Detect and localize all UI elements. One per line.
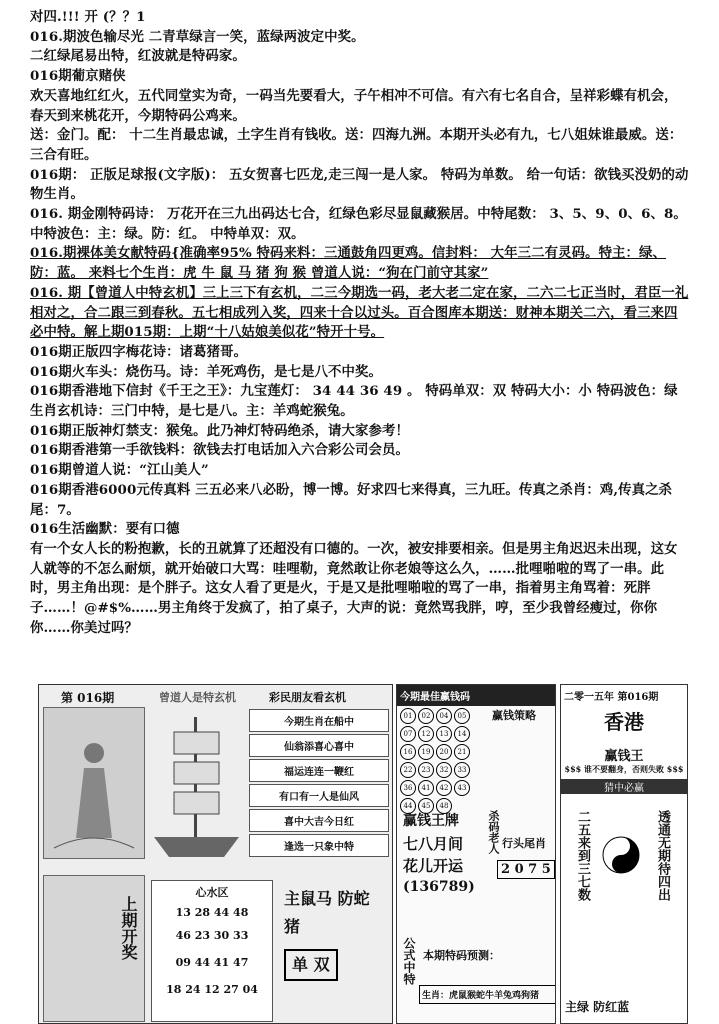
lottery-collage-image	[38, 684, 688, 1024]
mid-poem: 花儿开运	[403, 857, 464, 875]
painting-bottom	[43, 875, 145, 1022]
mid-king: 赢钱王牌	[403, 813, 459, 829]
ship-icon	[149, 707, 244, 872]
text-line: 016期香港6000元传真料 三五必来八必盼，博一博。好求四七来得真，三九旺。传真之杀肖：鸡,传真之杀尾：7。	[30, 481, 673, 518]
left-panel-title: 第 016期	[61, 691, 115, 705]
text-line: 016. 期金刚特码诗： 万花开在三九出码达七合，红绿色彩尽显鼠藏猴居。中特尾数： 3、5、9、0、6、8。 中特波色：主：绿。防：红。 中特单双：双。	[30, 206, 687, 242]
grid-number: 07	[400, 726, 416, 742]
grid-number: 23	[418, 762, 434, 778]
grid-number: 32	[436, 762, 452, 778]
text-line: 016期正版四字梅花诗：诸葛猪哥。	[30, 343, 248, 360]
mid-tail: 行头尾肖	[502, 837, 546, 850]
right-col1: 二五来到三七数	[575, 810, 590, 901]
grid-number: 21	[454, 744, 470, 760]
text-line: 016期正版神灯禁支：猴兔。此乃神灯特码绝杀，请大家参考！	[30, 422, 410, 439]
text-line: 有一个女人长的粉抱歉，长的丑就算了还超没有口德的。一次，被安排要相亲。但是男主角迟迟未出现，这女人就等的不怎么耐烦，就开始破口大骂：哇哩勒，竟然敢让你老娘等这么久，……批哩啪啦的骂了一串。此时，男主角出现：是个胖子。这女人看了更是火，于是又是批哩啪啦的骂了一串，指着男主角骂着：死胖子……！@#$%……男主角终于发疯了，拍了桌子，大声的说：竟然骂我胖，哼，至少我曾经瘦过，你你你……你美过吗？	[30, 540, 678, 636]
board-nums: 09 44 41 47	[175, 956, 249, 969]
grid-number: 45	[418, 798, 434, 814]
yinyang-icon	[601, 835, 641, 878]
left-bottom-label: 上期开奖	[119, 896, 138, 960]
grid-number: 13	[436, 726, 452, 742]
animal-tips	[284, 885, 384, 981]
number-grid	[399, 707, 487, 815]
grid-number: 14	[454, 726, 470, 742]
grid-number: 04	[436, 708, 452, 724]
text-line: 016期： 正版足球报(文字版)： 五女贺喜七匹龙,走三闯一是人家。 特码为单数。 给一句话：欲钱买没奶的动物生肖。	[30, 166, 689, 203]
text-line: 016期火车头：烧伤马。诗：羊死鸡伤，是七是八不中奖。	[30, 363, 383, 380]
middle-panel	[396, 684, 556, 1024]
left-panel	[38, 684, 393, 1024]
formula-title: 本期特码预测：	[423, 949, 500, 962]
left-panel-subtitle: 曾道人是特玄机	[159, 691, 236, 704]
mid-nums: (136789)	[403, 879, 475, 895]
grid-number: 36	[400, 780, 416, 796]
figure-icon	[44, 708, 144, 858]
board-nums: 13 28 44 48	[175, 906, 249, 919]
grid-number: 01	[400, 708, 416, 724]
text-line: 016.期裸体美女献特码{准确率95% 特码来料：三通鼓角四更鸡。信封料： 大年三二有灵码。特主：绿、防：蓝。 来料七个生肖：虎 牛 鼠 马 猪 狗 猴 曾道人说：“狗在门前守其家”	[30, 245, 667, 282]
right-slogan: 猜中必赢	[561, 779, 687, 794]
text-line: 016期曾道人说：“江山美人”	[30, 462, 209, 479]
grid-number: 20	[436, 744, 452, 760]
grid-number: 43	[454, 780, 470, 796]
right-bottom: 主绿 防红蓝	[565, 1000, 630, 1014]
text-line: 016. 期【曾道人中特玄机】三上三下有玄机，二三今期选一码，老大老二定在家，二六二七正当时，君臣一礼相对之，合二跟三到春秋。五七相成列入奖，四来十合以过头。百合图库本期送：财神本期关二六，看三来四必中特。解上期015期：上期“十八姑娘美似花”特开十号。	[30, 284, 689, 341]
right-money: $$$ 谁不要翻身，否则失败 $$$	[564, 764, 684, 774]
grid-number: 33	[454, 762, 470, 778]
board-title: 心水区	[195, 886, 229, 899]
grid-number: 05	[454, 708, 470, 724]
poem-boxes	[249, 707, 389, 859]
text-line: 欢天喜地红红火，五代同堂实为奇，一码当先要看大，子午相冲不可信。有六有七名自合，呈祥彩蝶有机会，春天到来桃花开，今期特码公鸡来。	[30, 87, 678, 124]
single-double: 单 双	[284, 949, 338, 981]
article-text	[30, 8, 690, 639]
animal-tip-text: 主鼠马 防蛇猪	[284, 889, 370, 936]
poem-box: 有口有一人是仙风	[249, 784, 389, 807]
poem-box: 今期生肖在船中	[249, 709, 389, 732]
poem-box: 喜中大吉今日红	[249, 809, 389, 832]
grid-number: 41	[418, 780, 434, 796]
grid-number: 12	[418, 726, 434, 742]
formula-label: 公式中特	[402, 937, 416, 985]
board-nums: 46 23 30 33	[175, 929, 249, 942]
grid-number: 42	[436, 780, 452, 796]
right-col2: 透通无期待四出	[655, 810, 670, 901]
left-panel-subtitle2: 彩民朋友看玄机	[269, 691, 346, 704]
poem-box: 福运连连一鞭红	[249, 759, 389, 782]
right-hk: 香港	[604, 710, 644, 734]
text-line: 对四.!!! 开 (？？1	[30, 9, 146, 25]
text-line: 016期香港地下信封《千王之王》：九宝莲灯： 34 44 36 49 。 特码单双：双 特码大小：小 特码波色：绿生肖玄机诗：三门中特，是七是八。主：羊鸡蛇猴兔。	[30, 383, 678, 420]
ship-illustration	[149, 707, 244, 872]
poem-box: 仙翁添喜心喜中	[249, 734, 389, 757]
text-line: 016.期波色输尽光 二青草绿言一笑，蓝绿两波定中奖。	[30, 28, 365, 45]
grid-number: 44	[400, 798, 416, 814]
mid-poem: 七八月间	[403, 835, 464, 853]
grid-number: 22	[400, 762, 416, 778]
text-line: 016生活幽默：要有口德	[30, 521, 180, 538]
text-line: 二红绿尾易出特，红波就是特码家。	[30, 48, 246, 65]
mid-side: 杀码老人	[487, 810, 500, 854]
mid-title2: 赢钱策略	[492, 709, 536, 722]
grid-number: 19	[418, 744, 434, 760]
grid-number: 16	[400, 744, 416, 760]
board-nums: 18 24 12 27 04	[166, 983, 258, 996]
formula-animals: 生肖：虎鼠猴蛇牛羊兔鸡狗猪	[419, 985, 556, 1004]
number-board	[151, 880, 273, 1022]
right-king: 赢钱王	[604, 749, 644, 764]
poem-box: 逢选一只象中特	[249, 834, 389, 857]
text-line: 016期葡京赌侠	[30, 68, 126, 85]
text-line: 016期香港第一手欲钱料：欲钱去打电话加入六合彩公司会员。	[30, 442, 410, 459]
grid-number: 48	[436, 798, 452, 814]
right-panel	[560, 684, 688, 1024]
mid-title: 今期最佳赢钱码	[397, 685, 555, 706]
painting-top	[43, 707, 145, 859]
text-line: 送：金门。配： 十二生肖最忠诚，土字生肖有钱收。送：四海九洲。本期开头必有九，七八姐妹谁最威。送：三合有旺。	[30, 127, 683, 163]
right-year: 二零一五年 第016期	[564, 692, 659, 703]
mid-tail-nums: 2 0 7 5	[497, 860, 555, 879]
grid-number: 02	[418, 708, 434, 724]
